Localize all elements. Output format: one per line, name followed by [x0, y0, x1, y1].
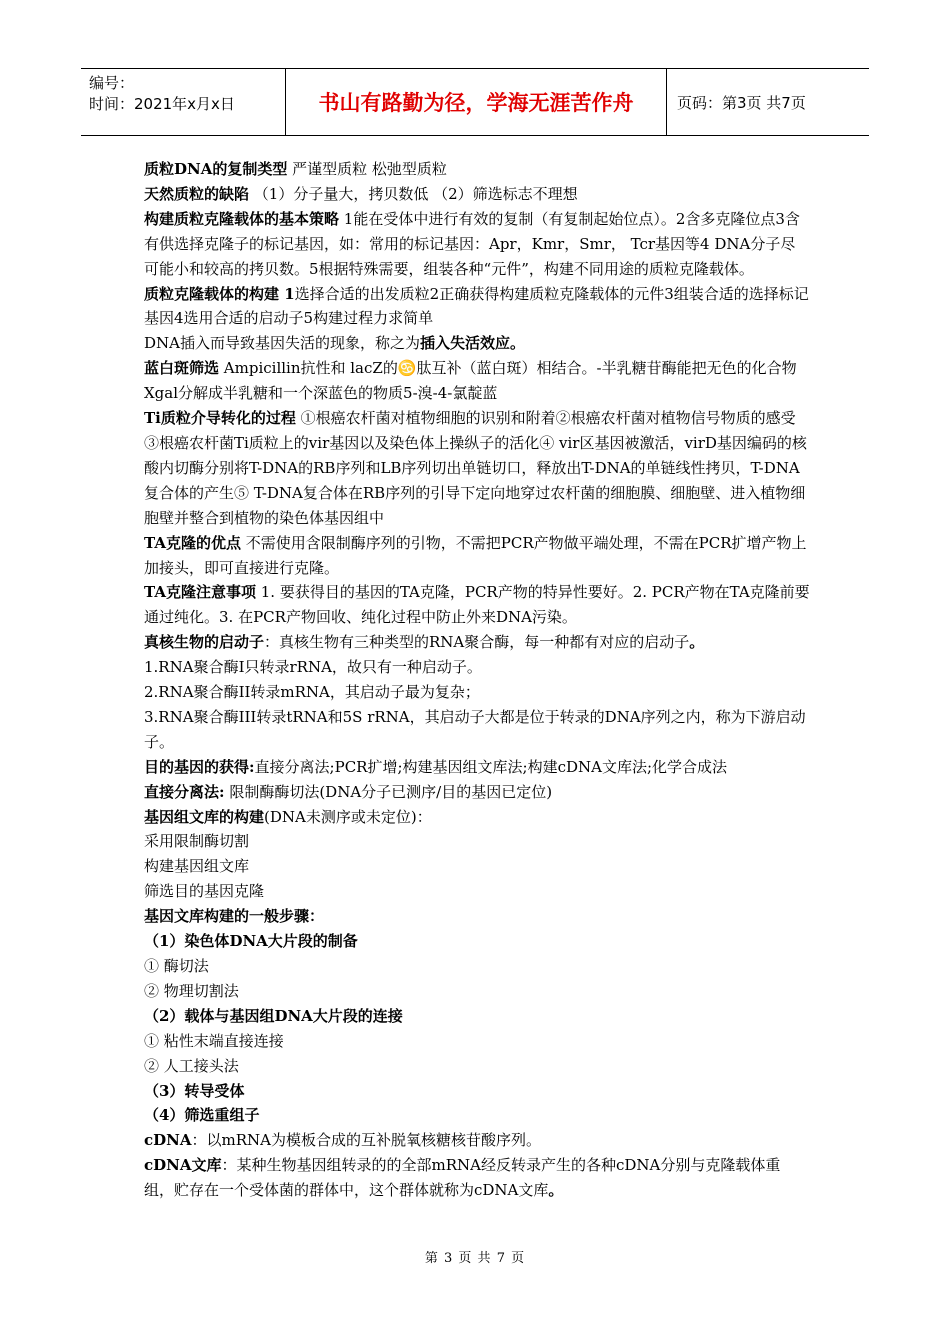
- paragraph: [144, 182, 810, 207]
- paragraph-heading: 蓝白斑筛选: [144, 359, 220, 378]
- paragraph: [144, 630, 810, 655]
- paragraph: [144, 282, 810, 332]
- paragraph-text: 3.RNA聚合酶III转录tRNA和5S rRNA，其启动子大都是位于转录的DNA序列之内，称为下游启动子。: [144, 707, 806, 751]
- paragraph-text: 选择合适的出发质粒2正确获得构建质粒克隆载体的元件3组装合适的选择标记基因4选用合适的启动子5构建过程力求简单: [144, 284, 809, 328]
- paragraph: [144, 531, 810, 581]
- paragraph-heading: （1）染色体DNA大片段的制备: [144, 932, 358, 951]
- paragraph: [144, 1004, 810, 1029]
- paragraph: [144, 157, 810, 182]
- paragraph-text: 。: [548, 1181, 564, 1200]
- paragraph-text: 构建基因组文库: [144, 857, 250, 876]
- paragraph-text: 1.RNA聚合酶I只转录rRNA，故只有一种启动子。: [144, 658, 482, 677]
- paragraph: [144, 979, 810, 1004]
- paragraph-heading: Ti质粒介导转化的过程: [144, 409, 296, 428]
- paragraph: [144, 655, 810, 680]
- paragraph-heading: 质粒克隆载体的构建 1: [144, 284, 295, 303]
- paragraph: [144, 805, 810, 830]
- paragraph-text: （1）分子量大，拷贝数低 （2）筛选标志不理想: [249, 184, 578, 203]
- paragraph-text: 2.RNA聚合酶II转录mRNA，其启动子最为复杂；: [144, 683, 480, 702]
- number-label: 编号：: [89, 74, 135, 92]
- paragraph-text: ② 物理切割法: [144, 981, 239, 1000]
- paragraph-text: DNA插入而导致基因失活的现象，称之为: [144, 334, 420, 353]
- paragraph-heading: 基因文库构建的一般步骤：: [144, 907, 325, 926]
- paragraph: [144, 580, 810, 630]
- paragraph: [144, 1079, 810, 1104]
- header-left-cell: [81, 69, 286, 135]
- paragraph-heading: TA克隆注意事项: [144, 583, 256, 602]
- paragraph: [144, 1153, 810, 1203]
- header-page-info: 页码：第3页 共7页: [677, 93, 806, 112]
- paragraph: [144, 680, 810, 705]
- paragraph: [144, 331, 810, 356]
- paragraph-text: 筛选目的基因克隆: [144, 882, 265, 901]
- time-label: 时间：2021年x月x日: [89, 95, 235, 113]
- paragraph-heading: 目的基因的获得:: [144, 757, 255, 776]
- paragraph-heading: 直接分离法:: [144, 782, 225, 801]
- paragraph-text: 直接分离法;PCR扩增;构建基因组文库法;构建cDNA文库法;化学合成法: [254, 757, 728, 776]
- paragraph-heading: cDNA文库: [144, 1156, 222, 1175]
- paragraph-heading: （2）载体与基因组DNA大片段的连接: [144, 1006, 403, 1025]
- paragraph-heading: （3）转导受体: [144, 1081, 245, 1100]
- paragraph: [144, 780, 810, 805]
- paragraph: [144, 1128, 810, 1153]
- paragraph: [144, 854, 810, 879]
- paragraph: [144, 356, 810, 406]
- paragraph: [144, 755, 810, 780]
- paragraph-text: 插入失活效应。: [420, 334, 526, 353]
- paragraph-text: ：真核生物有三种类型的RNA聚合酶，每一种都有对应的启动子: [264, 633, 690, 652]
- paragraph: [144, 954, 810, 979]
- paragraph-text: ① 酶切法: [144, 957, 209, 975]
- paragraph-heading: 基因组文库的构建: [144, 807, 265, 826]
- page-footer: 第 3 页 共 7 页: [424, 1251, 526, 1266]
- paragraph: [144, 929, 810, 954]
- paragraph-heading: 真核生物的启动子: [144, 633, 265, 652]
- paragraph-text: 限制酶酶切法(DNA分子已测序/目的基因已定位): [224, 782, 553, 801]
- paragraph-heading: 天然质粒的缺陷: [144, 184, 250, 203]
- paragraph-text: ① 粘性末端直接连接: [144, 1031, 284, 1050]
- paragraph-text: ①根癌农杆菌对植物细胞的识别和附着②根癌农杆菌对植物信号物质的感受③根癌农杆菌Ti质粒上的vir基因以及染色体上操纵子的活化④ vir区基因被激活，virD基因编码的核酸内切酶分别将T-DNA的RB序列和LB序列切出单链切口，释放出T-DNA的单链线性拷贝，T-DNA复合体的产生⑤ T-DNA复合体在RB序列的引导下定向地穿过农杆菌的细胞膜、细胞壁、进入植物细胞壁并整合到植物的染色体基因组中: [144, 409, 807, 527]
- header-motto: 书山有路勤为径，学海无涯苦作舟: [286, 69, 667, 135]
- paragraph: [144, 904, 810, 929]
- header-table: [81, 68, 869, 136]
- paragraph-text: 1. 要获得目的基因的TA克隆，PCR产物的特异性要好。2. PCR产物在TA克隆前要通过纯化。3. 在PCR产物回收、纯化过程中防止外来DNA污染。: [144, 583, 810, 627]
- paragraph-text: 1能在受体中进行有效的复制（有复制起始位点）。2含多克隆位点3含有供选择克隆子的标记基因，如：常用的标记基因：Apr，Kmr，Smr， Tcr基因等4 DNA分子尽可能小和较高的拷贝数。5根据特殊需要，组装各种“元件”，构建不同用途的质粒克隆载体。: [144, 209, 800, 278]
- paragraph-text: ② 人工接头法: [144, 1056, 239, 1075]
- paragraph-text: 严谨型质粒 松弛型质粒: [287, 160, 447, 178]
- paragraph-heading: 质粒DNA的复制类型: [144, 160, 288, 178]
- paragraph: [144, 1054, 810, 1079]
- paragraph-text: ：某种生物基因组转录的的全部mRNA经反转录产生的各种cDNA分别与克隆载体重组，贮存在一个受体菌的群体中，这个群体就称为cDNA文库: [144, 1156, 781, 1200]
- paragraph-text: ：以mRNA为模板合成的互补脱氧核糖核苷酸序列。: [191, 1131, 541, 1150]
- paragraph: [144, 1103, 810, 1128]
- paragraph: [144, 1029, 810, 1054]
- paragraph-heading: 构建质粒克隆载体的基本策略: [144, 209, 340, 228]
- paragraph: [144, 705, 810, 755]
- document-body: [144, 157, 810, 1203]
- paragraph: [144, 879, 810, 904]
- paragraph-heading: TA克隆的优点: [144, 533, 241, 552]
- paragraph: [144, 406, 810, 531]
- paragraph-heading: cDNA: [144, 1131, 192, 1150]
- paragraph-heading: （4）筛选重组子: [144, 1106, 260, 1125]
- paragraph-text: 不需使用含限制酶序列的引物，不需把PCR产物做平端处理，不需在PCR扩增产物上加接头，即可直接进行克隆。: [144, 533, 807, 577]
- paragraph-text: Ampicillin抗性和 lacZ的♋肽互补（蓝白斑）相结合。-半乳糖苷酶能把无色的化合物Xgal分解成半乳糖和一个深蓝色的物质5-溴-4-氯靛蓝: [144, 359, 797, 403]
- paragraph-text: (DNA未测序或未定位)：: [264, 807, 432, 826]
- paragraph: [144, 207, 810, 282]
- paragraph: [144, 829, 810, 854]
- paragraph-text: 。: [689, 633, 705, 652]
- paragraph-text: 采用限制酶切割: [144, 832, 250, 851]
